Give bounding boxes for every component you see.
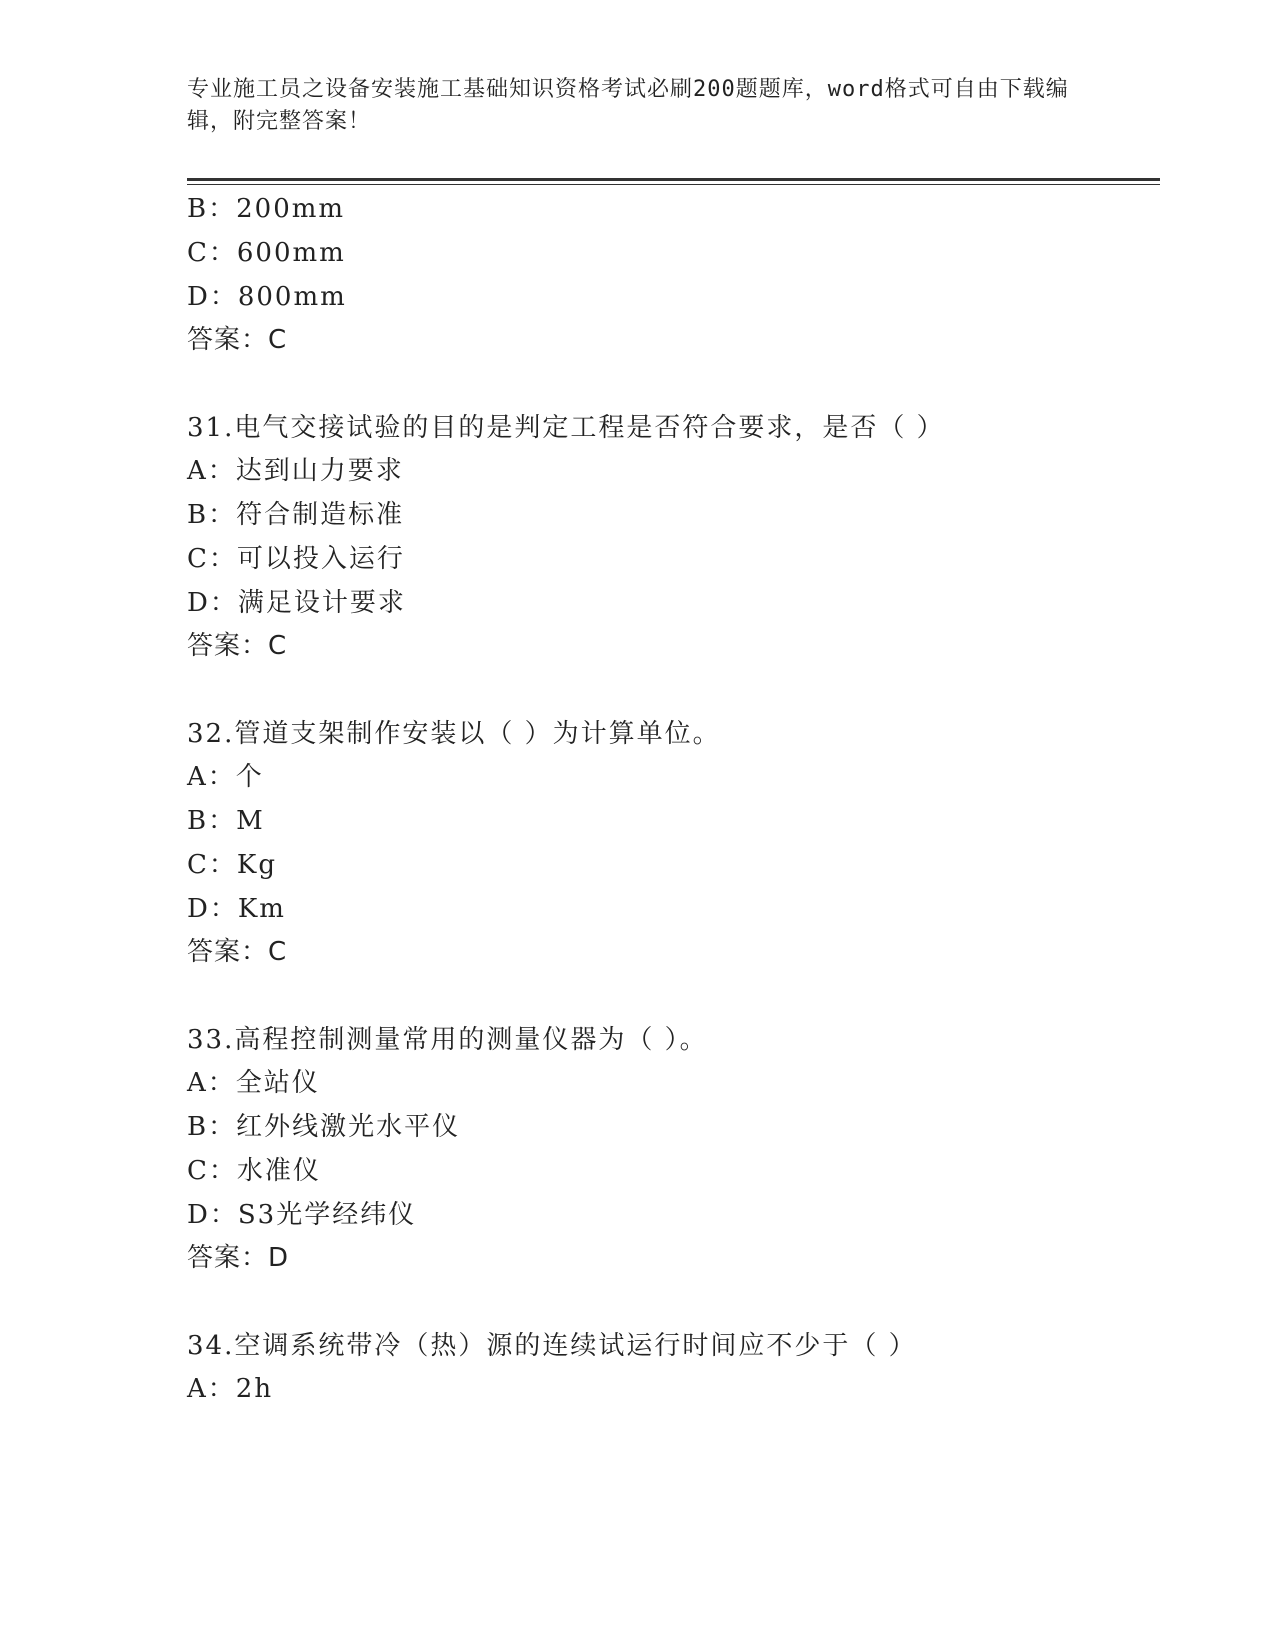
option-b: B：M	[187, 806, 265, 836]
document-header: 专业施工员之设备安装施工基础知识资格考试必刷200题题库，word格式可自由下载编辑，附完整答案！	[187, 77, 1069, 134]
option-a: A：2h	[187, 1374, 274, 1404]
answer-line: 答案：C	[187, 325, 288, 355]
option-b: B：红外线激光水平仪	[187, 1112, 461, 1142]
option-c: C：Kg	[187, 850, 277, 880]
header-divider-thick	[187, 178, 1160, 181]
option-c: C：可以投入运行	[187, 544, 405, 574]
option-d: D：满足设计要求	[187, 588, 406, 618]
option-c: C：600mm	[187, 238, 346, 268]
header-divider-thin	[187, 184, 1160, 185]
option-a: A：全站仪	[187, 1068, 320, 1098]
option-c: C：水准仪	[187, 1156, 321, 1186]
question-33: 33.高程控制测量常用的测量仪器为（ ）。	[187, 1025, 708, 1055]
question-32: 32.管道支架制作安装以（ ）为计算单位。	[187, 719, 721, 749]
option-d: D：S3光学经纬仪	[187, 1200, 417, 1230]
answer-line: 答案：C	[187, 631, 288, 661]
option-a: A：达到山力要求	[187, 456, 404, 486]
option-d: D：800mm	[187, 282, 347, 312]
answer-line: 答案：D	[187, 1243, 290, 1273]
question-31: 31.电气交接试验的目的是判定工程是否符合要求，是否（ ）	[187, 413, 945, 443]
option-a: A：个	[187, 762, 264, 792]
option-d: D：Km	[187, 894, 286, 924]
option-b: B：200mm	[187, 194, 346, 224]
answer-line: 答案：C	[187, 937, 288, 967]
question-34: 34.空调系统带冷（热）源的连续试运行时间应不少于（ ）	[187, 1331, 917, 1361]
option-b: B：符合制造标准	[187, 500, 405, 530]
